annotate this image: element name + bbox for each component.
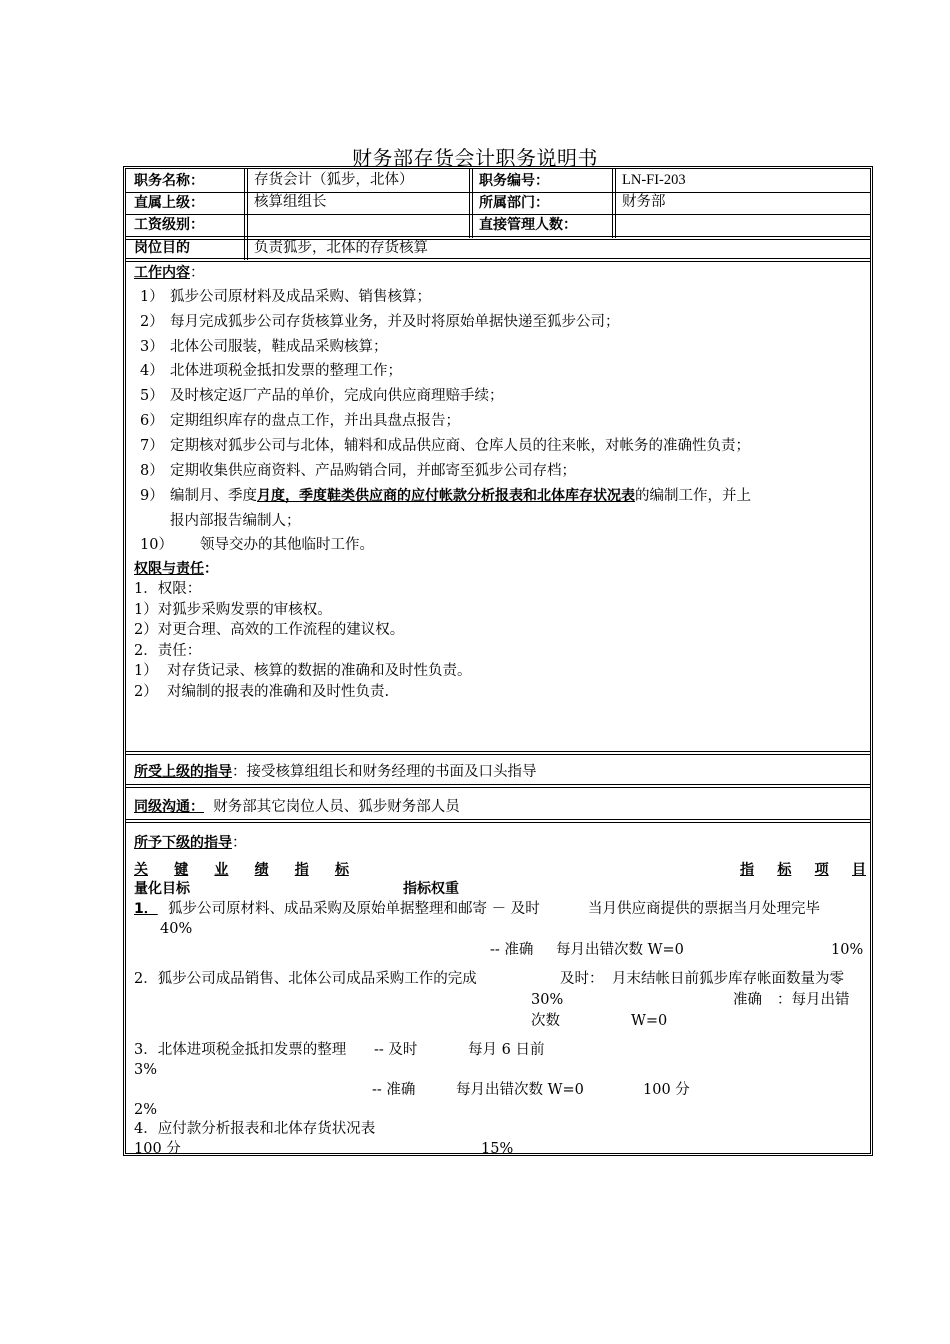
authority-line: 2） 对编制的报表的准确和及时性负责. [134, 683, 390, 700]
kpi-row-2b-sub: 准确 [733, 992, 762, 1008]
kpi-row-3b-weight: 2% [134, 1102, 158, 1118]
kpi-row-1b-target: 每月出错次数 W=0 [556, 942, 684, 958]
peer-communication-text: 财务部其它岗位人员、狐步财务部人员 [213, 799, 460, 815]
work-item-number: 6） [140, 413, 164, 429]
row-divider [126, 258, 870, 262]
kpi-row-3-sub: -- 及时 [374, 1042, 418, 1058]
work-item-number: 2） [140, 313, 164, 330]
work-item-text: 北体进项税金抵扣发票的整理工作； [170, 363, 402, 380]
work-item [140, 287, 431, 307]
work-item-number: 10） [140, 537, 173, 553]
kpi-row-2: 2．狐步公司成品销售、北体公司成品采购工作的完成 [134, 971, 477, 987]
kpi-row-2-sub: 及时： [560, 971, 604, 987]
kpi-row-2b-target-value: W=0 [631, 1013, 668, 1029]
work-item-text: 定期组织库存的盘点工作，并出具盘点报告； [170, 413, 460, 429]
work-item [140, 386, 504, 406]
kpi-row-4: 4．应付款分析报表和北体存货状况表 [134, 1121, 376, 1137]
kpi-row-2b-target: ：每月出错 [777, 992, 850, 1008]
job-code-label: 职务编号： [479, 173, 549, 189]
kpi-row-1-weight: 40% [160, 921, 193, 937]
work-item-number: 1） [140, 289, 164, 305]
department-label: 所属部门： [479, 195, 549, 211]
department-value: 财务部 [622, 194, 666, 210]
pay-grade-label: 工资级别： [134, 217, 204, 233]
authority-heading [134, 559, 218, 579]
work-item-emphasis: 月度，季度鞋类供应商的应付帐款分析报表和北体库存状况表 [257, 488, 635, 504]
job-code-value: LN-FI-203 [622, 172, 686, 188]
kpi-row-2b-target-cont: 次数 [531, 1013, 560, 1029]
kpi-row-3-target: 每月 6 日前 [468, 1042, 545, 1058]
superior-label: 直属上级： [134, 195, 204, 211]
superior-guidance [134, 762, 537, 782]
kpi-row-1b-weight: 10% [831, 942, 864, 958]
work-item [140, 411, 460, 431]
subordinate-guidance-colon: ： [232, 835, 247, 851]
column-divider [469, 169, 473, 238]
kpi-header-char: 标 [334, 862, 349, 878]
work-item-text: 定期收集供应商资料、产品购销合同，并邮寄至狐步公司存档； [170, 462, 576, 479]
work-item-number: 5） [140, 388, 164, 405]
kpi-header-char: 键 [174, 862, 189, 878]
authority-colon: ： [204, 561, 218, 577]
subordinate-guidance [134, 833, 247, 853]
work-item-text: 编制月、季度 [170, 488, 257, 504]
kpi-row-number: 1． [134, 901, 158, 917]
work-item-number: 4） [140, 363, 164, 380]
work-item-10 [140, 535, 374, 555]
purpose-label: 岗位目的 [134, 240, 190, 256]
row-divider [126, 751, 870, 755]
work-content-heading [134, 263, 205, 283]
kpi-row-2-weight: 30% [531, 992, 564, 1008]
work-item-text: 北体公司服装，鞋成品采购核算； [170, 338, 388, 355]
work-item-9-continued: 报内部报告编制人； [170, 513, 301, 529]
authority-line: 1） 对存货记录、核算的数据的准确和及时性负责。 [134, 663, 472, 679]
row-divider [126, 236, 870, 240]
authority-line: 2．责任： [134, 642, 202, 659]
target-header: 量化目标 [134, 881, 190, 897]
kpi-row-3b-sub: -- 准确 [372, 1082, 416, 1098]
authority-line: 2）对更合理、高效的工作流程的建议权。 [134, 622, 405, 638]
column-divider [612, 169, 616, 238]
kpi-header-char: 绩 [254, 862, 269, 878]
work-item-text: 每月完成狐步公司存货核算业务，并及时将原始单据快递至狐步公司； [170, 313, 620, 330]
work-item-text: 领导交办的其他临时工作。 [200, 537, 374, 553]
kpi-row-3b-score: 100 分 [643, 1082, 690, 1098]
work-item [140, 337, 388, 357]
kpi-row-2-target: 月末结帐日前狐步库存帐面数量为零 [612, 971, 844, 987]
kpi-header [134, 859, 349, 879]
kpi-header-char: 关 [134, 862, 148, 878]
item-header-char: 项 [814, 862, 829, 878]
row-divider [126, 784, 870, 788]
kpi-row-1 [134, 899, 540, 919]
work-item [140, 436, 750, 456]
kpi-row-3: 3．北体进项税金抵扣发票的整理 [134, 1042, 347, 1058]
kpi-row-4-score: 100 分 [134, 1141, 181, 1157]
peer-communication [134, 797, 460, 817]
superior-guidance-label: 所受上级的指导 [134, 764, 232, 780]
work-item-number: 7） [140, 437, 164, 454]
work-content-colon: ： [190, 265, 205, 281]
kpi-header-char: 指 [294, 862, 309, 878]
page-title: 财务部存货会计职务说明书 [352, 146, 598, 170]
work-item-number: 3） [140, 338, 164, 355]
work-item-9 [140, 486, 751, 506]
work-item-text: 狐步公司原材料及成品采购、销售核算； [170, 289, 431, 305]
kpi-row-text: 狐步公司原材料、成品采购及原始单据整理和邮寄 － 及时 [168, 901, 540, 917]
peer-communication-label: 同级沟通： [134, 799, 204, 815]
item-header-char: 指 [740, 862, 754, 878]
kpi-row-1-target: 当月供应商提供的票据当月处理完毕 [588, 901, 820, 917]
direct-reports-label: 直接管理人数： [479, 217, 577, 233]
work-item [140, 361, 402, 381]
superior-value: 核算组组长 [254, 194, 327, 210]
item-header [740, 859, 866, 879]
work-content-label: 工作内容 [134, 265, 190, 281]
work-item-text-end: 的编制工作，并上 [635, 488, 751, 504]
work-item [140, 461, 576, 481]
purpose-value: 负责狐步，北体的存货核算 [254, 240, 428, 256]
superior-guidance-text: ：接受核算组组长和财务经理的书面及口头指导 [232, 764, 537, 780]
authority-line: 1）对狐步采购发票的审核权。 [134, 601, 332, 618]
kpi-row-3b-target: 每月出错次数 W=0 [456, 1082, 584, 1098]
job-description-table [123, 166, 873, 1156]
row-divider [126, 819, 870, 823]
item-header-char: 标 [777, 862, 792, 878]
kpi-header-char: 业 [214, 862, 229, 878]
subordinate-guidance-label: 所予下级的指导 [134, 835, 232, 851]
authority-line: 1．权限： [134, 581, 202, 597]
work-item-number: 8） [140, 462, 164, 479]
work-item-text: 定期核对狐步公司与北体，辅料和成品供应商、仓库人员的往来帐，对帐务的准确性负责； [170, 437, 750, 454]
job-name-value: 存货会计（狐步，北体） [254, 172, 414, 188]
column-divider [244, 169, 248, 260]
work-item-number: 9） [140, 488, 164, 504]
kpi-row-4-weight: 15% [481, 1141, 514, 1157]
work-item-text: 及时核定返厂产品的单价，完成向供应商理赔手续； [170, 388, 504, 405]
kpi-row-3-weight: 3% [134, 1062, 158, 1078]
authority-label: 权限与责任 [134, 561, 204, 577]
job-name-label: 职务名称： [134, 173, 204, 189]
item-header-char: 目 [851, 862, 866, 878]
work-item [140, 312, 620, 332]
weight-header: 指标权重 [403, 881, 459, 897]
kpi-row-1b-sub: -- 准确 [490, 942, 534, 958]
